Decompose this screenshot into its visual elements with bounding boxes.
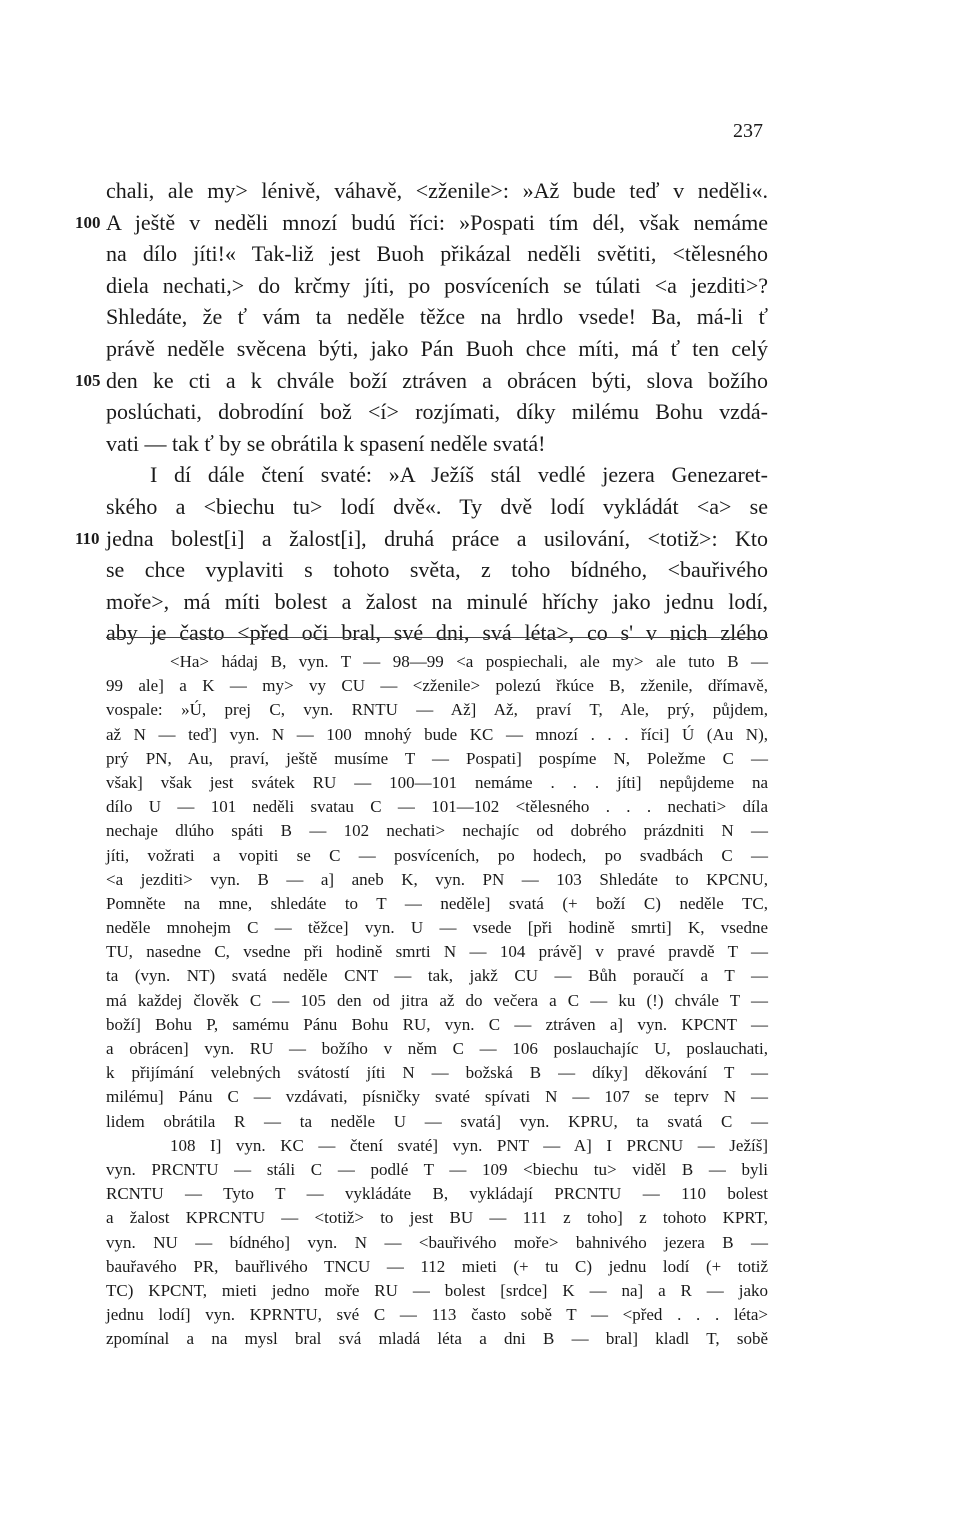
note-line (0, 650, 960, 674)
note-line-text: TU, nasedne C, vsedne při hodině smrti N — 104 právě] v pravé pravdě T — (106, 942, 768, 962)
note-line (0, 1061, 960, 1085)
main-line (0, 617, 960, 649)
main-line (0, 586, 960, 618)
note-line (0, 1110, 960, 1134)
line-number: 110 (75, 528, 100, 548)
note-line-text: nechaje dlúho spáti B — 102 nechati> nechajíc od dobrého prázdniti N — (106, 821, 768, 841)
note-line-text: neděle mnohejm C — těžce] vyn. U — vsede [při hodině smrti] K, vsedne (106, 918, 768, 938)
main-line (0, 301, 960, 333)
note-line-text: vyn. NU — bídného] vyn. N — <bauřivého moře> bahnivého jezera B — (106, 1232, 768, 1252)
note-line (0, 1255, 960, 1279)
main-line (0, 554, 960, 586)
note-line-text: boží] Bohu P, samému Pánu Bohu RU, vyn. C — ztráven a] vyn. KPCNT — (106, 1014, 768, 1034)
note-line-text: <Ha> hádaj B, vyn. T — 98—99 <a pospiechali, ale my> ale tuto B — (170, 652, 768, 671)
main-line (0, 523, 960, 555)
note-line-text: TC) KPCNT, mieti jedno moře RU — bolest [srdce] K — na] a R — jako (106, 1280, 768, 1300)
main-line (0, 459, 960, 491)
line-number: 105 (75, 370, 101, 390)
note-line-text: 99 ale] a K — my> vy CU — <zženile> polezú řkúce B, zženile, dřímavě, (106, 676, 768, 696)
note-line-text: a obrácen] vyn. RU — božího v něm C — 106 poslauchajíc U, poslauchati, (106, 1039, 768, 1058)
note-line (0, 916, 960, 940)
note-line-text: prý PN, Au, praví, ještě musíme T — Pospati] pospíme N, Poležme C — (106, 748, 768, 768)
main-line (0, 428, 960, 460)
main-line (0, 207, 960, 239)
main-line (0, 175, 960, 207)
note-line-text: jíti, vožrati a vopiti se C — posvíceních, po hodech, po svadbách C — (106, 845, 768, 865)
note-line-text: lidem obrátila R — ta neděle U — svatá] vyn. KPRU, ta svatá C — (106, 1111, 768, 1131)
main-line (0, 365, 960, 397)
main-line-text: se chce vyplaviti s tohoto světa, z toho bídného, <bauřivého (106, 557, 768, 583)
note-line-text: <a jezditi> vyn. B — a] aneb K, vyn. PN — 103 Shledáte to KPCNU, (106, 869, 768, 889)
note-line-text: ta (vyn. NT) svatá neděle CNT — tak, jakž CU — Bůh poraučí a T — (106, 966, 768, 986)
main-line-text: A ještě v neděli mnozí budú říci: »Pospati tím dél, však nemáme (106, 209, 768, 235)
note-line (0, 1279, 960, 1303)
note-line-text: k přijímání velebných svátostí jíti N — božská B — díky] děkování T — (106, 1063, 768, 1083)
note-line-text: zpomínal a na mysl bral svá mladá léta a dni B — bral] kladl T, sobě (106, 1329, 768, 1349)
note-line (0, 698, 960, 722)
note-line (0, 795, 960, 819)
main-line-text: den ke cti a k chvále boží ztráven a obrácen býti, slova božího (106, 367, 768, 393)
main-line-text: poslúchati, dobrodíní bož <í> rozjímati, díky milému Bohu vzdá- (106, 399, 768, 425)
note-line (0, 868, 960, 892)
footnote-divider (106, 637, 768, 638)
note-line-text: milému] Pánu C — vzdávati, písničky svaté spívati N — 107 se teprv N — (106, 1087, 768, 1107)
note-line-text: 108 I] vyn. KC — čtení svaté] vyn. PNT — A] I PRCNU — Ježíš] (170, 1135, 768, 1155)
main-line-text: právě neděle svěcena býti, jako Pán Buoh chce míti, má ť ten celý (106, 335, 768, 361)
main-line-text: ského a <biechu tu> lodí dvě«. Ty dvě lodí vykládát <a> se (106, 493, 768, 519)
main-line-text: Shledáte, že ť vám ta neděle těžce na hrdlo vsede! Ba, má-li ť (106, 304, 768, 330)
note-line (0, 892, 960, 916)
note-line-text: bauřavého PR, bauřlivého TNCU — 112 mieti (+ tu C) jednu lodí (+ totiž (106, 1256, 768, 1276)
note-line-text: vyn. PRCNTU — stáli C — podlé T — 109 <biechu tu> viděl B — byli (106, 1159, 768, 1179)
main-line-text: moře>, má míti bolest a žalost na minulé hříchy jako jednu lodí, (106, 588, 768, 614)
main-line (0, 270, 960, 302)
note-line (0, 1231, 960, 1255)
critical-apparatus (0, 650, 960, 1351)
note-line (0, 674, 960, 698)
main-line (0, 491, 960, 523)
note-line (0, 940, 960, 964)
main-line-text: diela nechati,> do krčmy jíti, po posvíceních se túlati <a jezditi>? (106, 272, 768, 298)
note-line (0, 1013, 960, 1037)
note-line (0, 1134, 960, 1158)
note-line (0, 1158, 960, 1182)
main-line-text: vati — tak ť by se obrátila k spasení neděle svatá! (106, 430, 546, 456)
main-line-text: jedna bolest[i] a žalost[i], druhá práce a usilování, <totiž>: Kto (106, 525, 768, 551)
line-number: 100 (75, 212, 101, 232)
main-line (0, 396, 960, 428)
note-line-text: jednu lodí] vyn. KPRNTU, své C — 113 často sobě T — <před . . . léta> (106, 1305, 768, 1325)
note-line (0, 1085, 960, 1109)
main-text (0, 175, 960, 649)
note-line-text: a žalost KPRCNTU — <totiž> to jest BU — 111 z toho] z tohoto KPRT, (106, 1208, 768, 1228)
note-line (0, 771, 960, 795)
note-line-text: však] však jest svátek RU — 100—101 nemáme . . . jíti] nepůjdeme na (106, 772, 768, 792)
note-line (0, 1182, 960, 1206)
note-line (0, 1206, 960, 1230)
note-line (0, 964, 960, 988)
note-line-text: Pomněte na mne, shledáte to T — neděle] svatá (+ boží C) neděle TC, (106, 893, 768, 913)
note-line (0, 819, 960, 843)
note-line (0, 1327, 960, 1351)
note-line (0, 989, 960, 1013)
note-line-text: dílo U — 101 neděli svatau C — 101—102 <tělesného . . . nechati> díla (106, 797, 768, 817)
main-line-text: aby je často <před oči bral, své dni, svá léta>, co s' v nich zlého (106, 620, 768, 646)
main-line-text: na dílo jíti!« Tak-liž jest Buoh přikázal neděli světiti, <tělesného (106, 241, 768, 267)
note-line-text: až N — teď] vyn. N — 100 mnohý bude KC — mnozí . . . říci] Ú (Au N), (106, 724, 768, 744)
main-line (0, 333, 960, 365)
main-line-text: I dí dále čtení svaté: »A Ježíš stál vedlé jezera Genezaret- (150, 462, 768, 488)
main-line (0, 238, 960, 270)
note-line-text: vospale: »Ú, prej C, vyn. RNTU — Až] Až, praví T, Ale, prý, půjdem, (106, 700, 768, 720)
note-line (0, 1037, 960, 1061)
note-line (0, 747, 960, 771)
note-line (0, 1303, 960, 1327)
main-line-text: chali, ale my> lénivě, váhavě, <zženile>: »Až bude teď v neděli«. (106, 178, 768, 203)
note-line (0, 723, 960, 747)
note-line-text: má každej člověk C — 105 den od jitra až do večera a C — ku (!) chvále T — (106, 990, 768, 1010)
note-line-text: RCNTU — Tyto T — vykládáte B, vykládají PRCNTU — 110 bolest (106, 1184, 768, 1204)
page-number: 237 (733, 120, 763, 142)
note-line (0, 844, 960, 868)
